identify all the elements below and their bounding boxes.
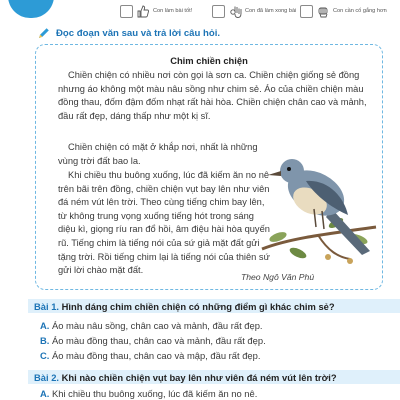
pencil-icon (38, 28, 50, 39)
option-letter: C. (40, 350, 50, 361)
author-credit: Theo Ngô Văn Phú (241, 272, 315, 282)
option-letter: A. (40, 388, 50, 399)
instruction-text: Đọc đoạn văn sau và trả lời câu hỏi. (56, 28, 221, 39)
ok-hand-icon (228, 4, 242, 18)
option-letter: B. (40, 335, 50, 346)
paragraph: Chiền chiện có nhiều nơi còn gọi là sơn ca. Chiền chiện giống sẻ đồng nhưng áo không một màu nâu sồng như chim sẻ. Áo của chiền chiện màu đồng thau, đốm đậm đốm nhạt rất hài hòa. Chiền chiện chân cao và mảnh, đầu rất đẹp, dáng thấp như một kị sĩ. (58, 70, 367, 121)
header-strip (0, 0, 400, 24)
paragraph: Chiền chiện có mặt ở khắp nơi, nhất là những vùng trời đất bao la. (58, 142, 258, 166)
badge-label: Con cần cố gắng hơn (333, 8, 387, 14)
question-label: Bài 1. (34, 301, 60, 312)
option-text: Áo màu đồng thau, chân cao và mảnh, đầu rất đẹp. (51, 335, 266, 346)
question-label: Bài 2. (34, 372, 60, 383)
option-a[interactable] (40, 388, 257, 399)
option-a[interactable] (40, 320, 263, 331)
option-letter: A. (40, 320, 50, 331)
badge-try-harder[interactable] (300, 4, 387, 18)
question-1 (34, 301, 335, 312)
option-text: Khi chiều thu buông xuống, lúc đã kiếm ăn no nê. (51, 388, 258, 399)
option-b[interactable] (40, 335, 266, 346)
instruction-row (38, 28, 220, 39)
checkbox[interactable] (120, 5, 133, 18)
question-2 (34, 372, 337, 383)
fist-icon (316, 4, 330, 18)
reading-box (35, 44, 383, 290)
badge-label: Con đã làm xong bài (245, 8, 297, 14)
question-text: Hình dáng chim chiền chiện có những điểm gì khác chim sẻ? (61, 301, 335, 312)
question-text: Khi nào chiền chiện vụt bay lên như viên đá ném vút lên trời? (61, 372, 337, 383)
passage-title: Chim chiền chiện (170, 55, 248, 66)
brand-logo (8, 0, 54, 18)
checkbox[interactable] (212, 5, 225, 18)
badge-label: Con làm bài tốt! (153, 8, 193, 14)
option-text: Áo màu đồng thau, chân cao và mập, đầu rất đẹp. (51, 350, 261, 361)
option-text: Áo màu nâu sồng, chân cao và mảnh, đầu rất đẹp. (51, 320, 263, 331)
badge-finished[interactable] (212, 4, 296, 18)
badge-good-work[interactable] (120, 4, 192, 18)
paragraph: Khi chiều thu buông xuống, lúc đã kiếm ăn no nê trên bãi trên đồng, chiền chiện vụt bay lên như viên đá ném vút lên trời. Theo cùng tiếng chim bay lên, từ không trung vọng xuống tiếng hót trong sáng diệu kì, giọng ríu ran đổ hồi, âm điệu hài hòa quyến rũ. Tiếng chim là tiếng nói của sứ giả mặt đất gửi tặng trời. Rồi tiếng chim lại là tiếng nói của thiên sứ gửi lời chào mặt đất. (58, 170, 270, 276)
checkbox[interactable] (300, 5, 313, 18)
thumbs-up-icon (136, 4, 150, 18)
bird-illustration (258, 131, 378, 271)
option-c[interactable] (40, 350, 260, 361)
